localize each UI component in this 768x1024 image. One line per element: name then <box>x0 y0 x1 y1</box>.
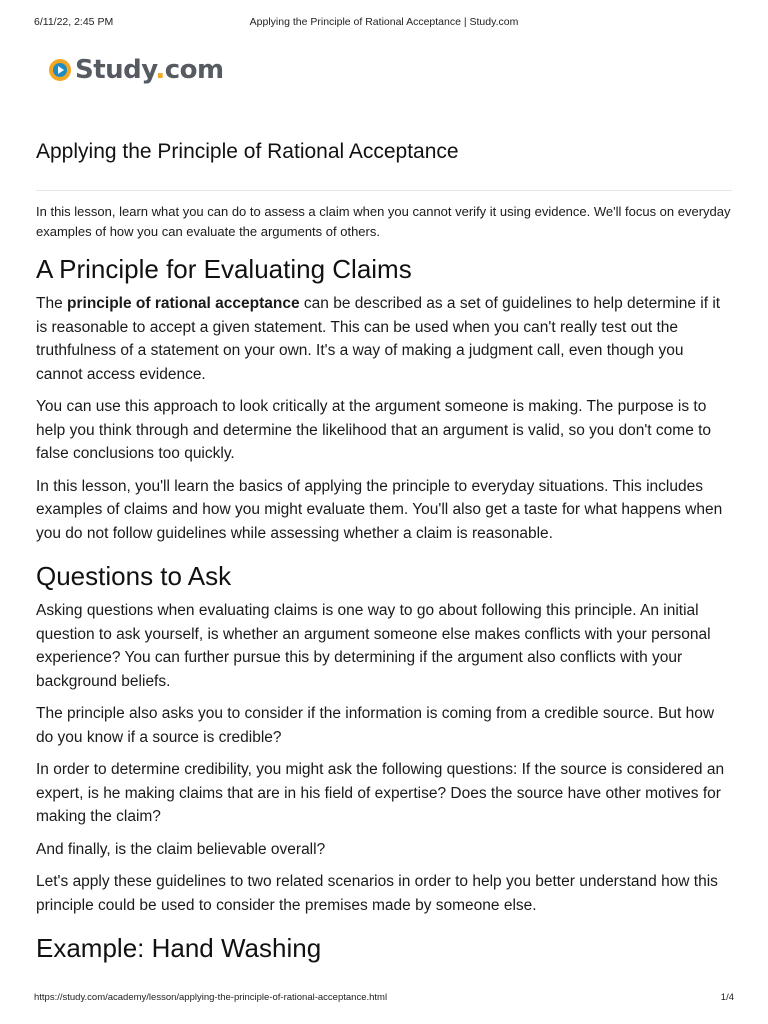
print-header <box>34 16 734 32</box>
section-heading-evaluating-claims: A Principle for Evaluating Claims <box>36 254 412 284</box>
paragraph: And finally, is the claim believable overall? <box>36 840 326 858</box>
study-logo[interactable] <box>49 52 224 88</box>
section-heading-questions: Questions to Ask <box>36 561 232 591</box>
lesson-content <box>36 202 732 971</box>
section-heading-hand-washing: Example: Hand Washing <box>36 933 322 963</box>
paragraph: In this lesson, you'll learn the basics of applying the principle to everyday situations. This includes examples of claims and how you might evaluate them. You'll also get a taste for what happens when you do not follow guidelines while assessing whether a claim is reasonable. <box>36 477 723 542</box>
page-url: https://study.com/academy/lesson/applying-the-principle-of-rational-acceptance.html <box>34 992 388 1003</box>
title-divider <box>36 190 732 191</box>
logo-suffix: com <box>164 55 224 85</box>
print-datetime: 6/11/22, 2:45 PM <box>34 16 114 28</box>
print-footer <box>34 992 734 1006</box>
paragraph: You can use this approach to look critically at the argument someone is making. The purpose is to help you think through and determine the likelihood that an argument is valid, so you don't come to false conclusions too quickly. <box>36 398 712 462</box>
paragraph: Asking questions when evaluating claims is one way to go about following this principle. An initial question to ask yourself, is whether an argument someone else makes conflicts with your personal experience? You can further pursue this by determining if the argument also conflicts with your background beliefs. <box>36 602 711 690</box>
logo-dot: . <box>155 55 165 85</box>
page-number: 1/4 <box>720 992 734 1003</box>
study-play-icon <box>49 59 71 81</box>
lesson-title: Applying the Principle of Rational Acceptance <box>36 140 459 163</box>
print-page-title: Applying the Principle of Rational Acceptance | Study.com <box>249 16 519 28</box>
paragraph: The principle also asks you to consider if the information is coming from a credible source. But how do you know if a source is credible? <box>36 705 715 746</box>
lesson-intro: In this lesson, learn what you can do to assess a claim when you cannot verify it using evidence. We'll focus on everyday examples of how you can evaluate the arguments of others. <box>36 204 731 239</box>
key-term: principle of rational acceptance <box>67 295 300 312</box>
paragraph <box>36 292 732 386</box>
logo-wordmark <box>75 55 224 85</box>
logo-name: Study <box>75 55 156 85</box>
paragraph: In order to determine credibility, you might ask the following questions: If the source is considered an expert, is he making claims that are in his field of expertise? Does the source have other motives for making the claim? <box>36 761 725 825</box>
paragraph: Let's apply these guidelines to two related scenarios in order to help you better understand how this principle could be used to consider the premises made by someone else. <box>36 873 718 914</box>
paragraph-text: The <box>36 295 68 312</box>
paragraph-text: can be described as a set of guidelines to help determine if it is reasonable to accept a given statement. This can be used when you can't really test out the truthfulness of a statement on your own. It's a way of making a judgment call, even though you cannot access evidence. <box>36 295 721 383</box>
